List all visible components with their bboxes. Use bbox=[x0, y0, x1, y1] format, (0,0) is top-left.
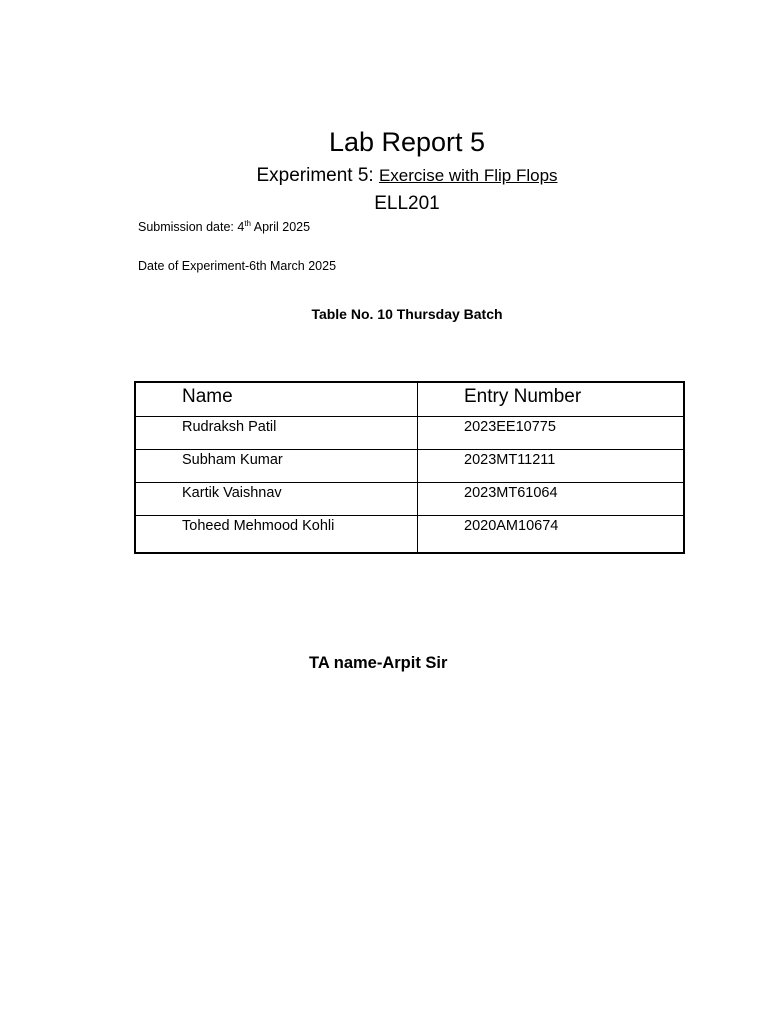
member-name: Subham Kumar bbox=[135, 450, 418, 483]
member-name: Kartik Vaishnav bbox=[135, 483, 418, 516]
member-name: Rudraksh Patil bbox=[135, 417, 418, 450]
member-entry-number: 2020AM10674 bbox=[418, 516, 685, 554]
submission-date-superscript: th bbox=[244, 218, 251, 228]
report-title: Lab Report 5 bbox=[328, 127, 486, 157]
experiment-name: Exercise with Flip Flops bbox=[378, 166, 558, 185]
experiment-date: Date of Experiment-6th March 2025 bbox=[138, 259, 337, 273]
submission-date-suffix: April 2025 bbox=[250, 220, 311, 234]
member-entry-number: 2023MT11211 bbox=[418, 450, 685, 483]
table-header-row bbox=[135, 382, 684, 417]
experiment-heading bbox=[0, 165, 768, 187]
submission-date-prefix: Submission date: 4 bbox=[138, 220, 245, 234]
course-code: ELL201 bbox=[374, 193, 440, 214]
table-row bbox=[135, 483, 684, 516]
member-entry-number: 2023EE10775 bbox=[418, 417, 685, 450]
table-batch-label: Table No. 10 Thursday Batch bbox=[311, 306, 503, 322]
members-table bbox=[134, 381, 685, 554]
header-name: Name bbox=[135, 382, 418, 417]
table-row bbox=[135, 516, 684, 554]
experiment-prefix: Experiment 5: bbox=[256, 165, 379, 186]
table-row bbox=[135, 450, 684, 483]
submission-date bbox=[138, 220, 310, 234]
table-row bbox=[135, 417, 684, 450]
member-name: Toheed Mehmood Kohli bbox=[135, 516, 418, 554]
header-entry-number: Entry Number bbox=[418, 382, 685, 417]
member-entry-number: 2023MT61064 bbox=[418, 483, 685, 516]
ta-name: TA name-Arpit Sir bbox=[309, 654, 448, 672]
